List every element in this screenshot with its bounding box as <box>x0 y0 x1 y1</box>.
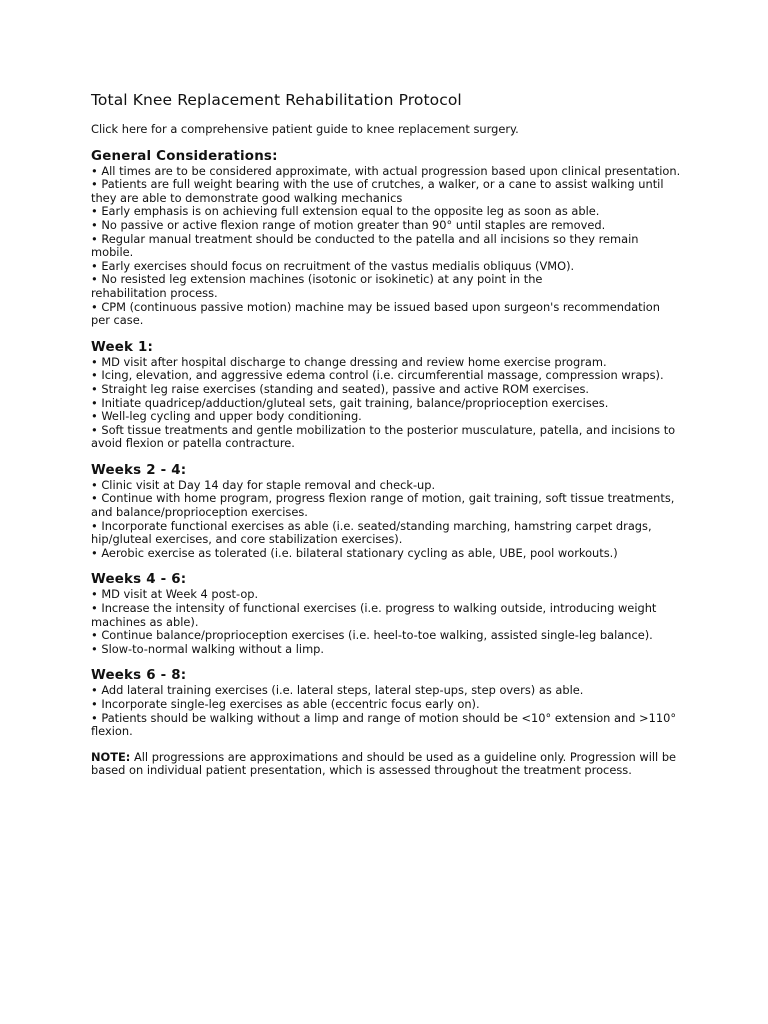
section-heading: Weeks 6 - 8: <box>91 668 187 684</box>
bullet-list <box>91 165 681 328</box>
list-item: • No resisted leg extension machines (isotonic or isokinetic) at any point in the rehabilitation process. <box>91 272 543 300</box>
list-item: • Aerobic exercise as tolerated (i.e. bilateral stationary cycling as able, UBE, pool workouts.) <box>91 545 618 560</box>
list-item: • Incorporate functional exercises as able (i.e. seated/standing marching, hamstring carpet drags, hip/gluteal exercises, and core stabilization exercises). <box>91 518 652 547</box>
section-weeks-2-4 <box>91 463 681 561</box>
list-item: • CPM (continuous passive motion) machine may be issued based upon surgeon's recommendation per case. <box>91 299 660 328</box>
intro-link-text[interactable]: Click here for a comprehensive patient guide to knee replacement surgery. <box>91 122 519 136</box>
document-title: Total Knee Replacement Rehabilitation Protocol <box>91 91 462 109</box>
bullet-list <box>91 588 681 656</box>
section-heading: General Considerations: <box>91 148 278 164</box>
section-week-1 <box>91 340 681 451</box>
list-item: • Patients are full weight bearing with the use of crutches, a walker, or a cane to assist walking until they are able to demonstrate good walking mechanics <box>91 177 664 205</box>
bullet-list <box>91 356 681 451</box>
note-text: All progressions are approximations and should be used as a guideline only. Progression will be based on individual patient presentation, which is assessed throughout the treatment process. <box>91 749 677 778</box>
list-item: • MD visit after hospital discharge to change dressing and review home exercise program. <box>91 354 607 369</box>
list-item: • Initiate quadricep/adduction/gluteal sets, gait training, balance/proprioception exercises. <box>91 395 609 410</box>
list-item: • Increase the intensity of functional exercises (i.e. progress to walking outside, introducing weight machines as able). <box>91 601 657 629</box>
list-item: • No passive or active flexion range of motion greater than 90° until staples are removed. <box>91 217 606 232</box>
list-item: • Regular manual treatment should be conducted to the patella and all incisions so they remain mobile. <box>91 231 639 260</box>
section-heading: Week 1: <box>91 339 154 355</box>
list-item: • Early emphasis is on achieving full extension equal to the opposite leg as soon as able. <box>91 204 600 219</box>
list-item: • MD visit at Week 4 post-op. <box>91 587 259 602</box>
list-item: • Early exercises should focus on recruitment of the vastus medialis obliquus (VMO). <box>91 258 575 273</box>
list-item: • Add lateral training exercises (i.e. lateral steps, lateral step-ups, step overs) as able. <box>91 683 584 698</box>
list-item: • Straight leg raise exercises (standing and seated), passive and active ROM exercises. <box>91 381 590 396</box>
list-item: • Incorporate single-leg exercises as able (eccentric focus early on). <box>91 697 480 711</box>
bullet-list <box>91 684 681 738</box>
list-item: • Soft tissue treatments and gentle mobilization to the posterior musculature, patella, and incisions to avoid flexion or patella contracture. <box>91 422 676 451</box>
note-paragraph <box>91 751 681 778</box>
bullet-list <box>91 479 681 561</box>
list-item: • Patients should be walking without a limp and range of motion should be <10° extension and >110° flexion. <box>91 710 677 739</box>
note-label: NOTE: <box>91 749 131 764</box>
list-item: • Icing, elevation, and aggressive edema control (i.e. circumferential massage, compression wraps). <box>91 368 664 383</box>
section-weeks-4-6 <box>91 572 681 656</box>
list-item: • Well-leg cycling and upper body conditioning. <box>91 409 362 424</box>
list-item: • Clinic visit at Day 14 day for staple removal and check-up. <box>91 477 436 492</box>
document-page <box>91 90 681 778</box>
section-weeks-6-8 <box>91 668 681 738</box>
section-general-considerations <box>91 149 681 328</box>
section-heading: Weeks 2 - 4: <box>91 462 187 478</box>
list-item: • Slow-to-normal walking without a limp. <box>91 641 325 656</box>
list-item: • All times are to be considered approximate, with actual progression based upon clinical presentation. <box>91 163 681 178</box>
section-heading: Weeks 4 - 6: <box>91 572 187 588</box>
list-item: • Continue balance/proprioception exercises (i.e. heel-to-toe walking, assisted single-leg balance). <box>91 628 653 643</box>
list-item: • Continue with home program, progress flexion range of motion, gait training, soft tissue treatments, and balance/proprioception exercises. <box>91 491 675 520</box>
